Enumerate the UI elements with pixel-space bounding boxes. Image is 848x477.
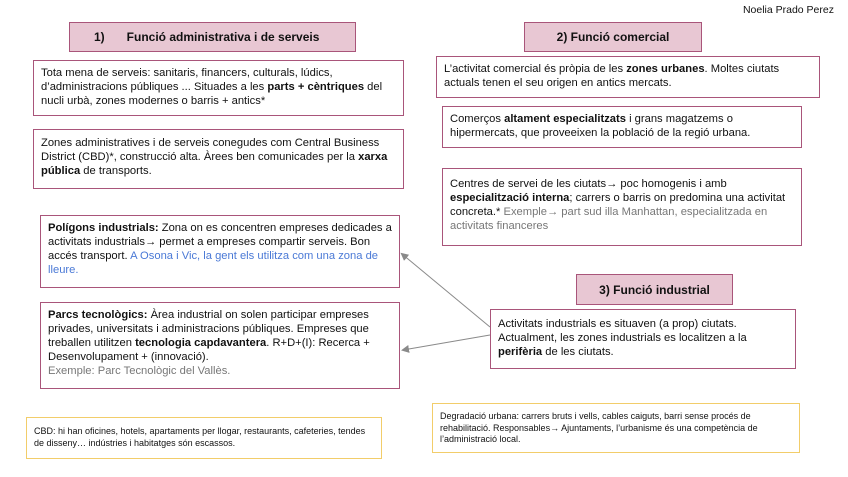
bold-text: altament especialitzats xyxy=(504,113,626,125)
bold-text: especialització interna xyxy=(450,192,570,204)
text: Activitats industrials es situaven (a prop) ciutats. Actualment, les zones industrials es localitzen a la xyxy=(498,318,747,344)
bold-text: Parcs tecnològics: xyxy=(48,309,148,321)
text: Àrea industrial on solen participar empreses privades, universitats i administracions públiques. Empreses que treballen utilitzen xyxy=(48,309,369,349)
degradacio-note xyxy=(432,403,800,453)
example-text: Exemple: Parc Tecnològic del Vallès. xyxy=(48,365,231,377)
section-header-industrial xyxy=(576,274,733,305)
text: Tota mena de serveis: sanitaris, financers, culturals, lúdics, d’administracions públiques ... Situades a les xyxy=(41,67,333,93)
text: de les ciutats. xyxy=(542,346,614,358)
comercial-urban-box xyxy=(436,56,820,98)
text: Zona on es concentren empreses dedicades a activitats industrials→ permet a empreses compartir serveis. Bon accés transport. xyxy=(48,222,392,262)
section-number: 1) xyxy=(94,30,105,44)
cbd-box xyxy=(33,129,404,189)
industrial-box xyxy=(490,309,796,369)
text: de transports. xyxy=(80,165,152,177)
text: Comerços xyxy=(450,113,505,125)
text: i grans magatzems o hipermercats, que proveeixen la població de la regió urbana. xyxy=(450,113,751,139)
text: Zones administratives i de serveis conegudes com Central Business District (CBD)*, construcció alta. Àrees ben comunicades per la xyxy=(41,137,380,163)
admin-services-box xyxy=(33,60,404,116)
cbd-note xyxy=(26,417,382,459)
bold-text: tecnologia capdavantera xyxy=(135,337,267,349)
bold-text: Polígons industrials: xyxy=(48,222,159,234)
text: . R+D+(I): Recerca + Desenvolupament + (innovació). xyxy=(48,337,370,363)
section-title: 3) Funció industrial xyxy=(599,282,710,297)
section-title: 2) Funció comercial xyxy=(556,30,670,44)
note-text: Degradació urbana: carrers bruts i vells, cables caiguts, barri sense procés de rehabilitació. Responsables→ Ajuntaments, l’urbanisme és una competència de l’administració local. xyxy=(440,411,758,444)
text: L’activitat comercial és pròpia de les xyxy=(444,63,627,75)
section-title: Funció administrativa i de serveis xyxy=(126,30,320,44)
bold-text: xarxa pública xyxy=(41,151,388,177)
arrow-to-poligons xyxy=(402,254,490,327)
parcs-tecnologics-box xyxy=(40,302,400,389)
highlight-text: A Osona i Vic, la gent els utilitza com una zona de lleure. xyxy=(48,250,379,276)
example-text: Exemple→ part sud illa Manhattan, especialitzada en activitats financeres xyxy=(450,206,768,232)
text: Centres de servei de les ciutats→ poc homogenis i amb xyxy=(450,178,727,190)
bold-text: zones urbanes xyxy=(626,63,705,75)
bold-text: parts + cèntriques xyxy=(267,81,365,93)
centres-servei-box xyxy=(442,168,802,246)
poligons-industrials-box xyxy=(40,215,400,288)
text: . Moltes ciutats actuals tenen el seu origen en antics mercats. xyxy=(444,63,780,89)
arrow-to-parcs xyxy=(403,335,490,350)
section-header-admin xyxy=(69,22,356,52)
text: del nucli urbà, zones modernes o barris + antics* xyxy=(41,81,383,107)
text: ; carrers o barris on predomina una activitat concreta.* xyxy=(450,192,786,218)
comercos-box xyxy=(442,106,802,148)
author-name: Noelia Prado Perez xyxy=(742,4,834,16)
note-text: CBD: hi han oficines, hotels, apartaments per llogar, restaurants, cafeteries, tendes de disseny… indústries i habitatges són escassos. xyxy=(34,426,366,448)
bold-text: perifèria xyxy=(498,346,543,358)
section-header-comercial xyxy=(524,22,702,52)
